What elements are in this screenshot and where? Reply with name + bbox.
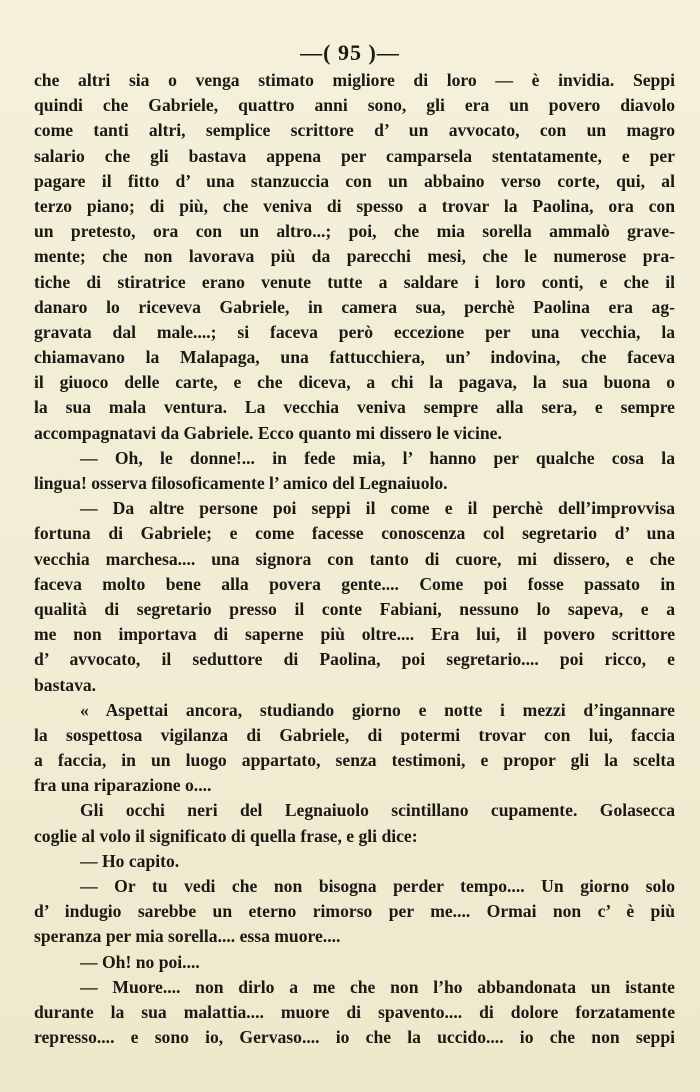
text-line: speranza per mia sorella.... essa muore....	[34, 926, 341, 947]
text-line: che altri sia o venga stimato migliore di loro — è invidia. Seppi	[34, 70, 675, 90]
text-line: fra una riparazione o....	[34, 775, 212, 796]
text-line: d’ avvocato, il seduttore di Paolina, poi segretario.... poi ricco, e	[34, 649, 675, 670]
text-line: qualità di segretario presso il conte Fabiani, nessuno lo sapeva, e a	[34, 598, 675, 619]
text-line: a faccia, in un luogo appartato, senza testimoni, e propor gli la scelta	[34, 750, 675, 771]
text-line: fortuna di Gabriele; e come facesse conoscenza col segretario d’ una	[34, 523, 675, 544]
text-line: salario che gli bastava appena per camparsela stentatamente, e per	[34, 145, 675, 166]
text-line: il giuoco delle carte, e che diceva, a chi la pagava, la sua buona o	[34, 372, 675, 393]
text-line: me non importava di saperne più oltre.... Era lui, il povero scrittore	[34, 624, 675, 645]
text-line: pagare il fitto d’ una stanzuccia con un abbaino verso corte, qui, al	[34, 170, 675, 191]
text-line: come tanti altri, semplice scrittore d’ un avvocato, con un magro	[34, 120, 675, 141]
text-line: terzo piano; di più, che veniva di spesso a trovar la Paolina, ora con	[34, 195, 675, 216]
text-line: un pretesto, ora con un altro...; poi, che mia sorella ammalò grave-	[34, 221, 675, 242]
text-line: durante la sua malattia.... muore di spavento.... di dolore forzatamente	[34, 1001, 675, 1022]
text-line: — Da altre persone poi seppi il come e il perchè dell’improvvisa	[80, 498, 675, 519]
text-line: faceva molto bene alla povera gente.... Come poi fosse passato in	[34, 573, 675, 594]
text-line: « Aspettai ancora, studiando giorno e notte i mezzi d’ingannare	[80, 699, 675, 720]
text-line: represso.... e sono io, Gervaso.... io che la uccido.... io che non seppi	[34, 1027, 675, 1048]
text-line: gravata dal male....; si faceva però eccezione per una vecchia, la	[34, 321, 675, 342]
text-line: accompagnatavi da Gabriele. Ecco quanto mi dissero le vicine.	[34, 422, 502, 443]
text-line: — Muore.... non dirlo a me che non l’ho abbandonata un istante	[80, 976, 675, 997]
text-line: Gli occhi neri del Legnaiuolo scintillano cupamente. Golasecca	[80, 800, 675, 821]
text-line: mente; che non lavorava più da parecchi mesi, che le numerose pra-	[34, 246, 675, 267]
text-line: danaro lo riceveva Gabriele, in camera sua, perchè Paolina era ag-	[34, 296, 675, 317]
text-line: vecchia marchesa.... una signora con tanto di cuore, mi dissero, e che	[34, 548, 675, 569]
text-line: la sua mala ventura. La vecchia veniva sempre alla sera, e sempre	[34, 397, 675, 418]
text-line: chiamavano la Malapaga, una fattucchiera, un’ indovina, che faceva	[34, 347, 675, 368]
text-line: — Or tu vedi che non bisogna perder tempo.... Un giorno solo	[80, 876, 675, 896]
text-line: — Ho capito.	[80, 850, 180, 871]
text-line: coglie al volo il significato di quella frase, e gli dice:	[34, 825, 418, 846]
text-line: quindi che Gabriele, quattro anni sono, gli era un povero diavolo	[34, 95, 675, 116]
text-line: lingua! osserva filosoficamente l’ amico del Legnaiuolo.	[34, 473, 448, 493]
text-line: tiche di stiratrice erano venute tutte a saldare i loro conti, e che il	[34, 271, 675, 292]
page-number: —( 95 )—	[300, 40, 400, 65]
text-line: la sospettosa vigilanza di Gabriele, di potermi trovar con lui, faccia	[34, 724, 675, 745]
text-line: — Oh, le donne!... in fede mia, l’ hanno per qualche cosa la	[80, 447, 675, 468]
body-text	[34, 68, 675, 1050]
text-line: d’ indugio sarebbe un eterno rimorso per me.... Ormai non c’ è più	[34, 901, 675, 922]
text-line: — Oh! no poi....	[80, 951, 200, 972]
text-line: bastava.	[34, 674, 97, 695]
